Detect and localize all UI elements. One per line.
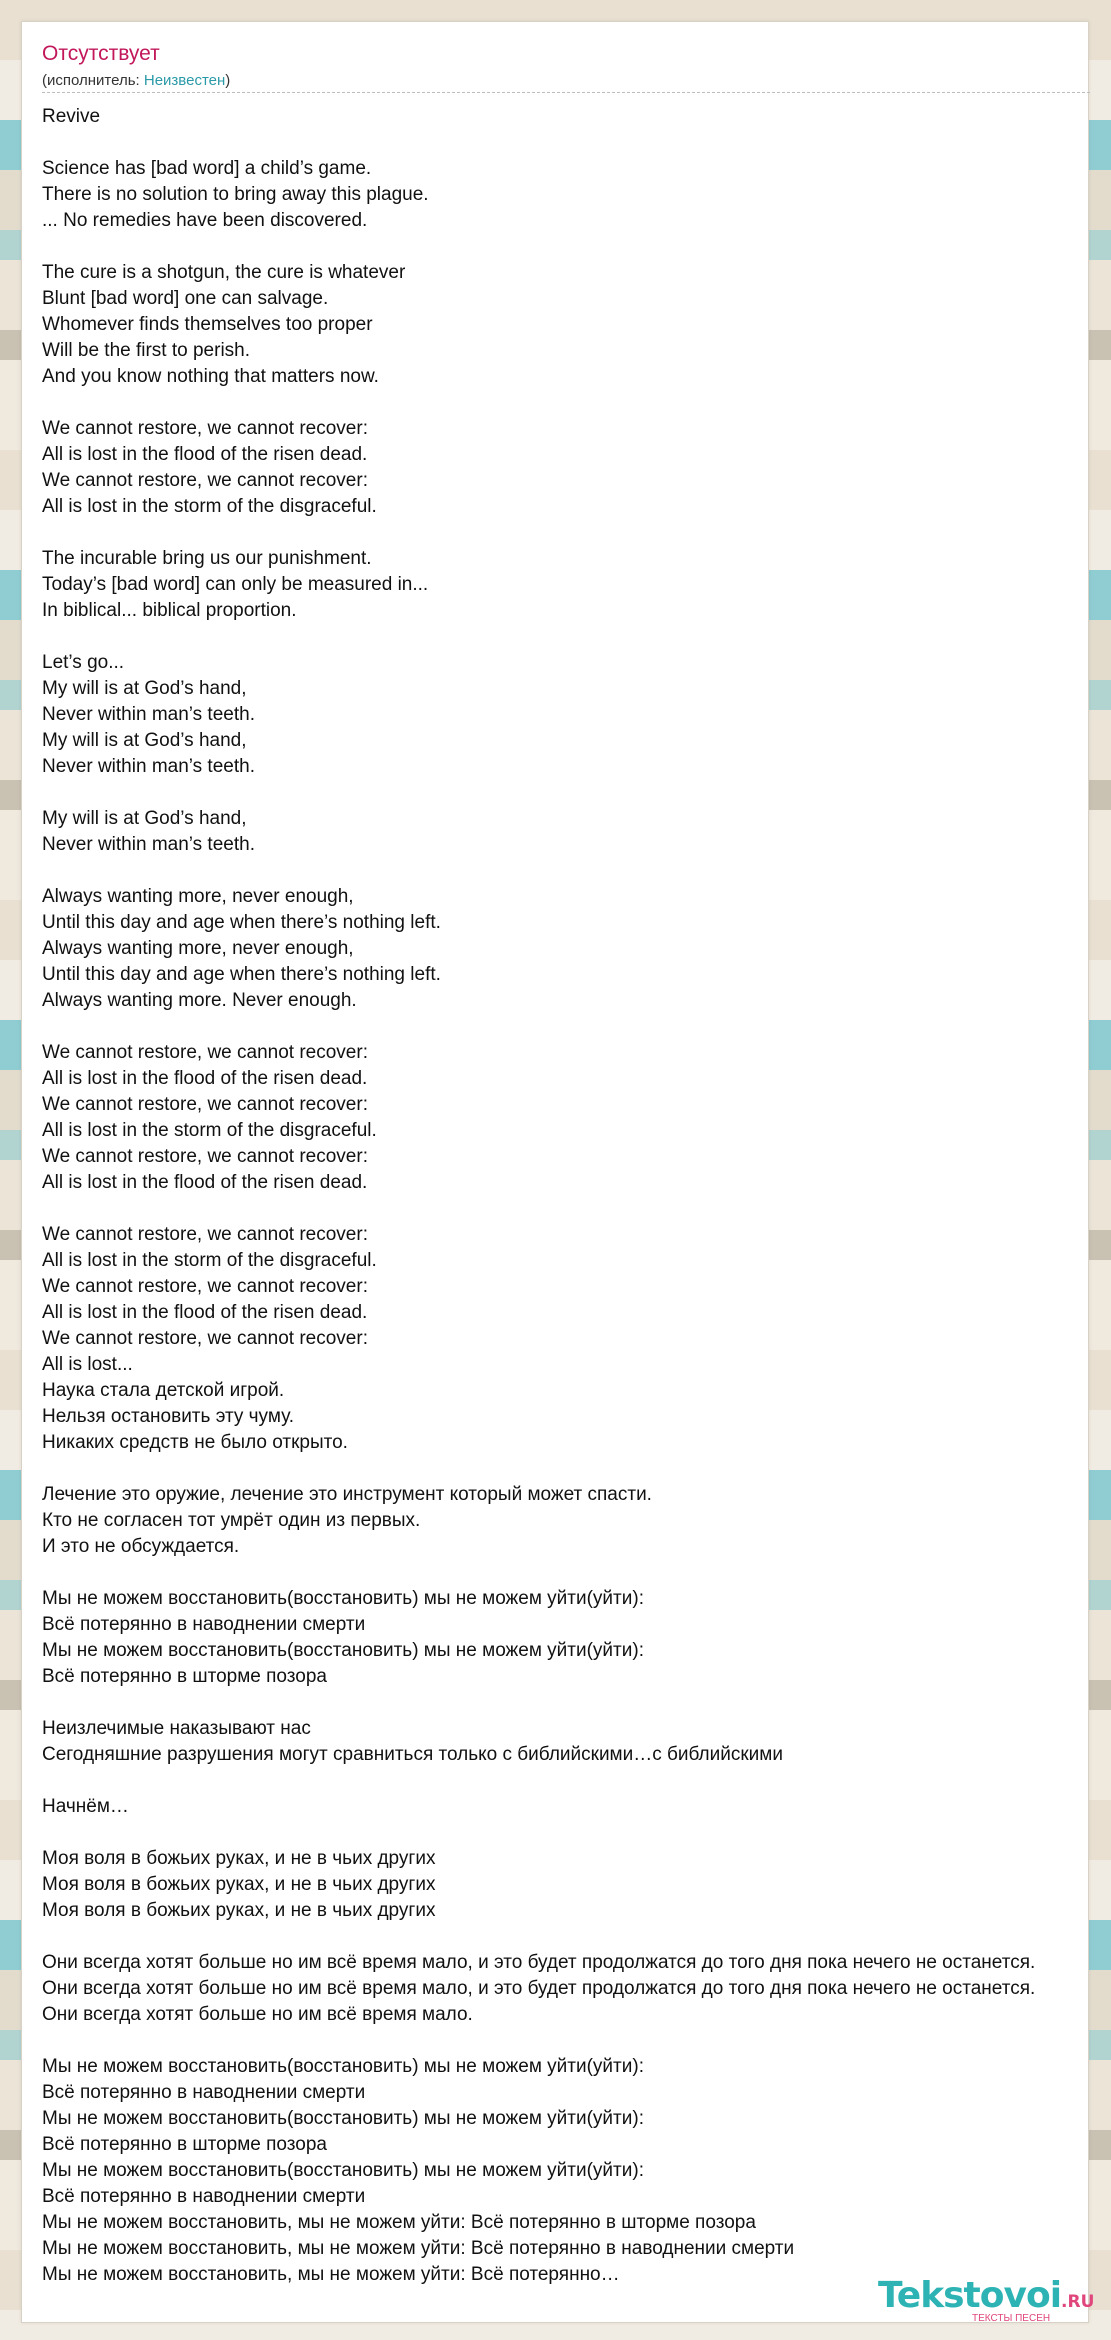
lyrics-blank-line xyxy=(42,858,1111,884)
lyrics-line: И это не обсуждается. xyxy=(42,1536,240,1557)
lyrics-line: Всё потерянно в шторме позора xyxy=(42,1666,327,1687)
lyrics-line: Лечение это оружие, лечение это инструмент который может спасти. xyxy=(42,1484,652,1505)
lyrics-blank-line xyxy=(42,234,1111,260)
lyrics-text xyxy=(42,104,1111,2288)
lyrics-line: Нельзя остановить эту чуму. xyxy=(42,1406,295,1427)
lyrics-line: Они всегда хотят больше но им всё время мало. xyxy=(42,2004,473,2025)
lyrics-line: All is lost in the storm of the disgraceful. xyxy=(42,1250,377,1271)
artist-prefix: (исполнитель: xyxy=(42,72,144,89)
lyrics-blank-line xyxy=(42,1560,1111,1586)
lyrics-blank-line xyxy=(42,624,1111,650)
lyrics-blank-line xyxy=(42,1924,1111,1950)
lyrics-line: Они всегда хотят больше но им всё время мало, и это будет продолжатся до того дня пока нечего не останется. xyxy=(42,1978,1036,1999)
lyrics-line: Always wanting more, never enough, xyxy=(42,938,354,959)
lyrics-line: All is lost... xyxy=(42,1354,133,1375)
lyrics-blank-line xyxy=(42,520,1111,546)
lyrics-blank-line xyxy=(42,1456,1111,1482)
lyrics-blank-line xyxy=(42,1014,1111,1040)
lyrics-line: Today’s [bad word] can only be measured in... xyxy=(42,574,429,595)
lyrics-blank-line xyxy=(42,1196,1111,1222)
artist-link[interactable]: Неизвестен xyxy=(143,72,226,89)
lyrics-line: Never within man’s teeth. xyxy=(42,704,255,725)
lyrics-line: We cannot restore, we cannot recover: xyxy=(42,1224,368,1245)
lyrics-line: Наука стала детской игрой. xyxy=(42,1380,285,1401)
lyrics-line: Кто не согласен тот умрёт один из первых. xyxy=(42,1510,421,1531)
logo-tagline: ТЕКСТЫ ПЕСЕН xyxy=(972,2313,1051,2324)
lyrics-line: My will is at God’s hand, xyxy=(42,678,247,699)
lyrics-line: Мы не можем восстановить, мы не можем уйти: Всё потерянно в шторме позора xyxy=(42,2212,756,2233)
lyrics-blank-line xyxy=(42,390,1111,416)
lyrics-line: Never within man’s teeth. xyxy=(42,756,255,777)
lyrics-line: Never within man’s teeth. xyxy=(42,834,255,855)
lyrics-line: Мы не можем восстановить(восстановить) мы не можем уйти(уйти): xyxy=(42,2108,644,2129)
lyrics-line: Моя воля в божьих руках, и не в чьих других xyxy=(42,1874,436,1895)
lyrics-line: Всё потерянно в наводнении смерти xyxy=(42,2186,366,2207)
lyrics-line: Начнём… xyxy=(42,1796,129,1817)
lyrics-line: All is lost in the flood of the risen dead. xyxy=(42,1068,368,1089)
lyrics-line: Until this day and age when there’s nothing left. xyxy=(42,964,441,985)
lyrics-line: There is no solution to bring away this plague. xyxy=(42,184,429,205)
lyrics-line: We cannot restore, we cannot recover: xyxy=(42,1276,368,1297)
lyrics-blank-line xyxy=(42,1768,1111,1794)
lyrics-line: Всё потерянно в шторме позора xyxy=(42,2134,327,2155)
lyrics-card xyxy=(21,21,1089,2323)
header-divider xyxy=(42,92,1090,93)
lyrics-line: All is lost in the flood of the risen dead. xyxy=(42,444,368,465)
lyrics-line: Always wanting more. Never enough. xyxy=(42,990,357,1011)
artist-suffix: ) xyxy=(225,72,231,89)
lyrics-line: ... No remedies have been discovered. xyxy=(42,210,368,231)
lyrics-line: Моя воля в божьих руках, и не в чьих других xyxy=(42,1848,436,1869)
lyrics-line: Моя воля в божьих руках, и не в чьих других xyxy=(42,1900,436,1921)
lyrics-line: Всё потерянно в наводнении смерти xyxy=(42,1614,366,1635)
lyrics-line: All is lost in the storm of the disgraceful. xyxy=(42,1120,377,1141)
lyrics-line: We cannot restore, we cannot recover: xyxy=(42,1094,368,1115)
lyrics-line: And you know nothing that matters now. xyxy=(42,366,379,387)
lyrics-line: We cannot restore, we cannot recover: xyxy=(42,418,368,439)
song-title[interactable]: Отсутствует xyxy=(42,42,160,65)
lyrics-line: My will is at God’s hand, xyxy=(42,808,247,829)
lyrics-line: All is lost in the storm of the disgraceful. xyxy=(42,496,377,517)
site-logo[interactable] xyxy=(878,2275,1094,2316)
lyrics-line: Will be the first to perish. xyxy=(42,340,251,361)
logo-name: Tekstovoi xyxy=(878,2275,1062,2316)
artist-line xyxy=(42,72,230,89)
lyrics-line: Мы не можем восстановить(восстановить) мы не можем уйти(уйти): xyxy=(42,1588,644,1609)
lyrics-line: We cannot restore, we cannot recover: xyxy=(42,1146,368,1167)
lyrics-line: Whomever finds themselves too proper xyxy=(42,314,373,335)
logo-tld: .RU xyxy=(1061,2292,1095,2312)
lyrics-line: We cannot restore, we cannot recover: xyxy=(42,470,368,491)
lyrics-blank-line xyxy=(42,780,1111,806)
lyrics-line: In biblical... biblical proportion. xyxy=(42,600,297,621)
lyrics-line: Let’s go... xyxy=(42,652,125,673)
lyrics-line: Сегодняшние разрушения могут сравниться только с библийскими…с библийскими xyxy=(42,1744,783,1765)
lyrics-blank-line xyxy=(42,2028,1111,2054)
lyrics-line: We cannot restore, we cannot recover: xyxy=(42,1042,368,1063)
lyrics-line: Until this day and age when there’s nothing left. xyxy=(42,912,441,933)
lyrics-line: Мы не можем восстановить(восстановить) мы не можем уйти(уйти): xyxy=(42,1640,644,1661)
lyrics-line: Blunt [bad word] one can salvage. xyxy=(42,288,329,309)
lyrics-blank-line xyxy=(42,1820,1111,1846)
lyrics-line: Всё потерянно в наводнении смерти xyxy=(42,2082,366,2103)
lyrics-line: Science has [bad word] a child’s game. xyxy=(42,158,372,179)
lyrics-line: Always wanting more, never enough, xyxy=(42,886,354,907)
lyrics-line: Никаких средств не было открыто. xyxy=(42,1432,348,1453)
lyrics-line: Мы не можем восстановить(восстановить) мы не можем уйти(уйти): xyxy=(42,2056,644,2077)
lyrics-blank-line xyxy=(42,1690,1111,1716)
lyrics-line: The incurable bring us our punishment. xyxy=(42,548,372,569)
lyrics-line: Revive xyxy=(42,106,101,127)
lyrics-line: My will is at God’s hand, xyxy=(42,730,247,751)
lyrics-line: All is lost in the flood of the risen dead. xyxy=(42,1302,368,1323)
lyrics-line: We cannot restore, we cannot recover: xyxy=(42,1328,368,1349)
lyrics-line: All is lost in the flood of the risen dead. xyxy=(42,1172,368,1193)
lyrics-line: Они всегда хотят больше но им всё время мало, и это будет продолжатся до того дня пока нечего не останется. xyxy=(42,1952,1036,1973)
lyrics-line: Мы не можем восстановить, мы не можем уйти: Всё потерянно… xyxy=(42,2264,620,2285)
lyrics-line: Мы не можем восстановить(восстановить) мы не можем уйти(уйти): xyxy=(42,2160,644,2181)
lyrics-blank-line xyxy=(42,130,1111,156)
lyrics-line: Мы не можем восстановить, мы не можем уйти: Всё потерянно в наводнении смерти xyxy=(42,2238,795,2259)
lyrics-line: The cure is a shotgun, the cure is whatever xyxy=(42,262,406,283)
lyrics-line: Неизлечимые наказывают нас xyxy=(42,1718,311,1739)
